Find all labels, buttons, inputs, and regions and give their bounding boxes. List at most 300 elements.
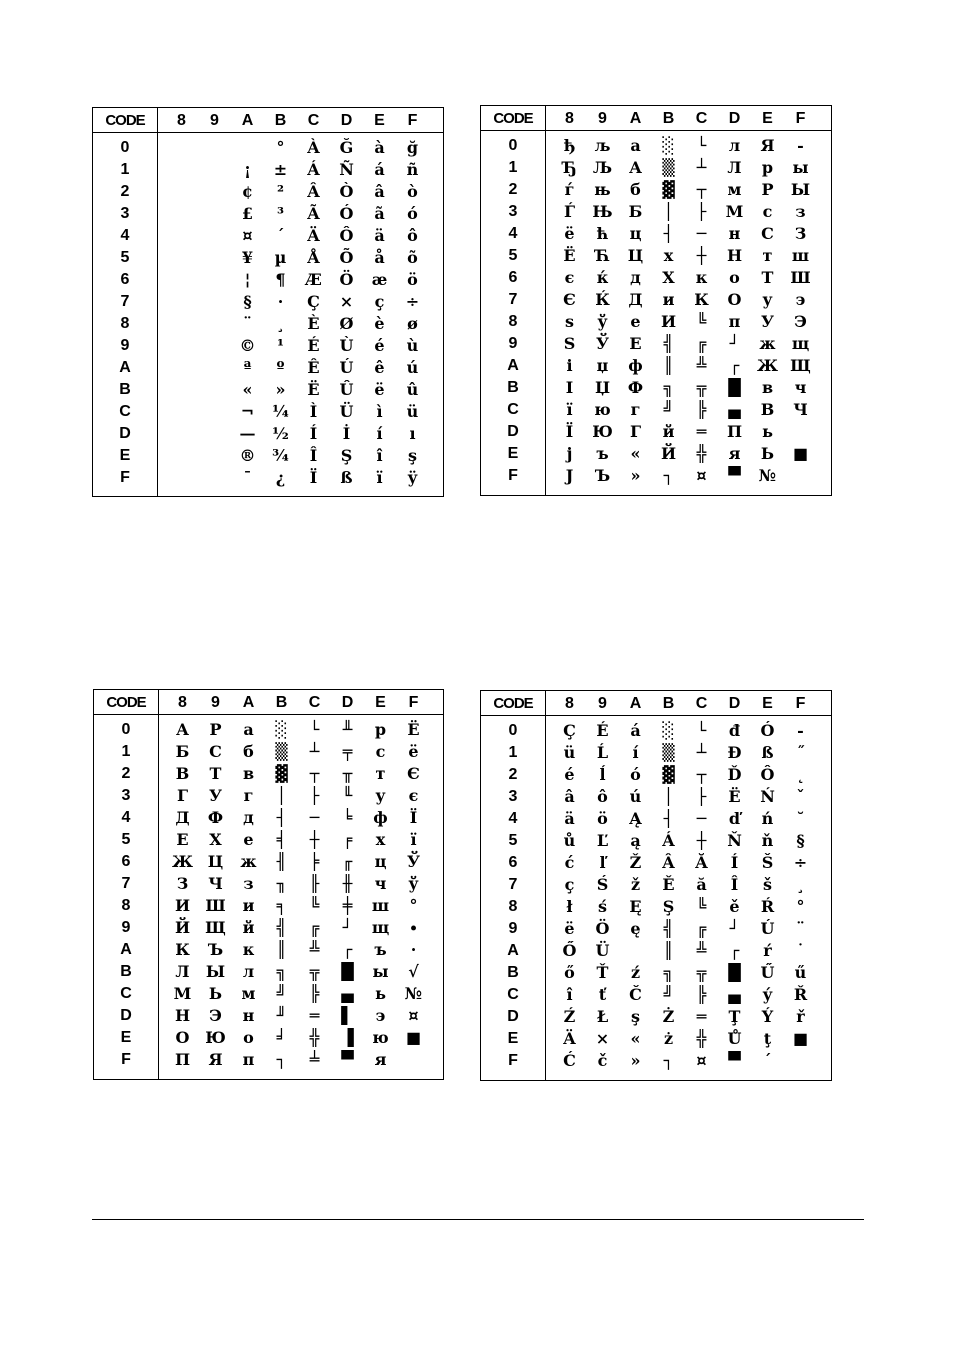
row-header: 6	[120, 271, 130, 288]
row-header: 7	[508, 876, 518, 893]
glyph-cell: э	[795, 290, 806, 309]
glyph-cell: ╬	[696, 444, 707, 463]
glyph-cell	[165, 423, 198, 445]
glyph-cell: ¢	[241, 182, 254, 201]
glyph-cell: ┘	[729, 919, 740, 938]
glyph-cell: Х	[209, 830, 222, 849]
glyph-cell: ¤	[242, 226, 253, 245]
glyph-cell: Ś	[596, 875, 609, 894]
glyph-cell: Â	[662, 853, 675, 872]
glyph-cell: ├	[309, 786, 320, 805]
glyph-cell: ö	[407, 270, 418, 289]
glyph-cell: §	[796, 831, 805, 850]
row-header: F	[121, 1051, 131, 1068]
glyph-cell: Ô	[760, 765, 775, 784]
glyph-cell: ╚	[696, 897, 707, 916]
glyph-cell: ╦	[696, 378, 707, 397]
glyph-cell: Э	[794, 312, 807, 331]
glyph-cell: ·	[277, 292, 284, 311]
glyph-cell: ж	[240, 852, 257, 871]
row-header: 5	[508, 247, 518, 264]
glyph-cell: ╛	[276, 1028, 287, 1047]
row-header: F	[508, 1052, 518, 1069]
glyph-cell: Ї	[565, 422, 574, 441]
column-header: D	[340, 112, 353, 129]
glyph-cell: ║	[663, 356, 674, 375]
glyph-cell	[784, 465, 817, 487]
row-header: 2	[508, 181, 518, 198]
column-divider	[545, 691, 546, 1080]
glyph-cell: ж	[759, 334, 776, 353]
column-header: 9	[211, 694, 220, 711]
glyph-cell: │	[663, 202, 674, 221]
glyph-cell: њ	[594, 180, 611, 199]
glyph-cell: ▒	[662, 158, 675, 177]
charset-table-cyrillic-russian	[93, 689, 444, 1080]
glyph-cell	[784, 1050, 817, 1072]
glyph-cell	[165, 291, 198, 313]
glyph-cell: Ѓ	[563, 202, 576, 221]
glyph-cell: ä	[374, 226, 385, 245]
glyph-cell: ■	[792, 1029, 809, 1048]
glyph-cell: ì	[376, 402, 383, 421]
glyph-cell: ╥	[342, 764, 353, 783]
glyph-cell: ř	[796, 1007, 805, 1026]
glyph-cell: │	[276, 786, 287, 805]
row-header: 6	[508, 854, 518, 871]
row-header: D	[119, 425, 131, 442]
glyph-cell: ®	[239, 446, 256, 465]
glyph-cell: ø	[407, 314, 418, 333]
column-header: A	[629, 110, 642, 127]
row-header: D	[120, 1007, 132, 1024]
glyph-cell: б	[243, 742, 254, 761]
glyph-cell: Ź	[563, 1007, 576, 1026]
glyph-cell: Ø	[339, 314, 354, 333]
glyph-cell: È	[307, 314, 320, 333]
glyph-cell: Ú	[339, 358, 354, 377]
glyph-cell: ˙	[796, 941, 805, 960]
glyph-cell: і	[566, 356, 573, 375]
glyph-cell: └	[696, 136, 707, 155]
glyph-cell: ű	[794, 963, 807, 982]
glyph-cell: ˛	[796, 765, 805, 784]
glyph-cell: Á	[307, 160, 320, 179]
glyph-cell: Г	[176, 786, 189, 805]
row-header: C	[119, 403, 131, 420]
glyph-cell: ş	[407, 446, 417, 465]
column-header: 8	[178, 694, 187, 711]
glyph-cell: д	[243, 808, 254, 827]
row-header: D	[507, 423, 519, 440]
glyph-cell: ы	[792, 158, 809, 177]
row-header: 9	[508, 920, 518, 937]
glyph-cell: ž	[630, 875, 641, 894]
glyph-cell: ▒	[662, 743, 675, 762]
row-header: 1	[120, 161, 130, 178]
glyph-cell: ▓	[662, 180, 675, 199]
glyph-cell: ╝	[663, 400, 674, 419]
glyph-cell: └	[309, 720, 320, 739]
glyph-cell: ║	[663, 941, 674, 960]
glyph-cell: Ň	[727, 831, 742, 850]
glyph-cell: Ŕ	[760, 897, 775, 916]
glyph-cell: ю	[372, 1028, 389, 1047]
glyph-cell: №	[404, 984, 423, 1003]
glyph-cell	[165, 247, 198, 269]
glyph-cell: ц	[629, 224, 642, 243]
glyph-cell: Щ	[790, 356, 811, 375]
glyph-cell: ═	[696, 1007, 707, 1026]
glyph-cell: ú	[629, 787, 642, 806]
glyph-cell: ю	[594, 400, 611, 419]
column-header: F	[795, 110, 806, 127]
glyph-cell: и	[242, 896, 255, 915]
glyph-cell: Н	[174, 1006, 191, 1025]
row-header: 8	[120, 315, 130, 332]
row-header: 1	[508, 744, 518, 761]
glyph-cell: З	[794, 224, 807, 243]
row-header: E	[119, 447, 131, 464]
glyph-cell: с	[762, 202, 773, 221]
row-header: C	[507, 986, 519, 1003]
code-header: CODE	[493, 695, 533, 712]
glyph-cell: м	[727, 180, 742, 199]
glyph-cell: ł	[566, 897, 573, 916]
glyph-cell: Ь	[208, 984, 223, 1003]
glyph-cell: Ţ	[728, 1007, 741, 1026]
glyph-cell: Ќ	[595, 290, 610, 309]
glyph-cell: к	[695, 268, 708, 287]
glyph-cell	[165, 203, 198, 225]
glyph-cell: »	[630, 1051, 641, 1070]
glyph-cell: ў	[408, 874, 419, 893]
glyph-cell: л	[242, 962, 255, 981]
row-header: B	[119, 381, 131, 398]
glyph-cell: Ё	[563, 246, 576, 265]
glyph-cell: ъ	[374, 940, 387, 959]
glyph-cell: Ç	[563, 721, 576, 740]
glyph-cell: Ą	[629, 809, 642, 828]
glyph-cell: ľ	[599, 853, 606, 872]
row-header: 1	[508, 159, 518, 176]
glyph-cell: ┌	[342, 940, 353, 959]
column-header: 8	[565, 695, 574, 712]
glyph-cell: ˇ	[796, 787, 805, 806]
glyph-cell	[165, 401, 198, 423]
glyph-cell: В	[175, 764, 190, 783]
column-header: F	[407, 112, 418, 129]
glyph-cell: ┌	[729, 941, 740, 960]
glyph-cell	[165, 181, 198, 203]
glyph-cell: ▐	[341, 1028, 354, 1047]
glyph-cell: │	[663, 787, 674, 806]
glyph-cell: ţ	[763, 1029, 772, 1048]
row-header: 2	[120, 183, 130, 200]
glyph-cell: Ц	[207, 852, 224, 871]
glyph-cell: ¯	[243, 468, 252, 487]
glyph-cell: Ď	[727, 765, 742, 784]
glyph-cell: Е	[629, 334, 642, 353]
glyph-cell: є	[408, 786, 419, 805]
glyph-cell: ј	[566, 444, 573, 463]
glyph-cell: Ñ	[339, 160, 354, 179]
glyph-cell: Э	[209, 1006, 222, 1025]
glyph-cell: Р	[209, 720, 222, 739]
glyph-cell: Ф	[207, 808, 224, 827]
glyph-cell: É	[307, 336, 320, 355]
glyph-cell: Ì	[309, 402, 318, 421]
row-header: 7	[508, 291, 518, 308]
glyph-cell: ╬	[696, 1029, 707, 1048]
column-header: 9	[598, 695, 607, 712]
glyph-cell: ь	[762, 422, 773, 441]
glyph-cell: Ó	[760, 721, 775, 740]
glyph-cell: ї	[566, 400, 573, 419]
glyph-cell: ▀	[728, 1051, 741, 1070]
glyph-cell	[198, 159, 231, 181]
glyph-cell: Ö	[595, 919, 610, 938]
column-header: A	[241, 112, 254, 129]
glyph-cell: Д	[175, 808, 190, 827]
glyph-cell: ╟	[309, 874, 320, 893]
glyph-cell: Í	[309, 424, 318, 443]
glyph-cell: Ў	[407, 852, 420, 871]
row-header: 4	[508, 810, 518, 827]
glyph-cell: ┴	[696, 158, 707, 177]
glyph-cell: µ	[274, 248, 287, 267]
glyph-cell: ▄	[728, 400, 741, 419]
row-header: F	[120, 469, 130, 486]
glyph-cell: ď	[728, 809, 741, 828]
glyph-cell: Ó	[339, 204, 354, 223]
column-header: A	[629, 695, 642, 712]
glyph-cell: á	[374, 160, 385, 179]
glyph-cell: ч	[374, 874, 387, 893]
glyph-cell: Ú	[760, 919, 775, 938]
glyph-cell: ╗	[663, 963, 674, 982]
glyph-cell: Я	[208, 1050, 223, 1069]
glyph-cell: ш	[791, 246, 810, 265]
glyph-cell: Ѕ	[563, 334, 576, 353]
glyph-cell: х	[375, 830, 386, 849]
glyph-cell: л	[728, 136, 741, 155]
glyph-cell: █	[728, 963, 741, 982]
glyph-cell: І	[565, 378, 574, 397]
glyph-cell: ■	[792, 444, 809, 463]
row-header: 2	[508, 766, 518, 783]
row-header: 3	[121, 787, 131, 804]
glyph-cell: ò	[407, 182, 418, 201]
glyph-cell: Ê	[307, 358, 320, 377]
glyph-cell: ¾	[272, 446, 289, 465]
glyph-cell: є	[564, 268, 575, 287]
glyph-cell: ф	[628, 356, 643, 375]
column-header: C	[308, 694, 321, 711]
glyph-cell: ²	[276, 182, 284, 201]
glyph-cell: á	[630, 721, 641, 740]
glyph-cell: ц	[374, 852, 387, 871]
glyph-cell: М	[725, 202, 744, 221]
glyph-cell: Ч	[793, 400, 808, 419]
glyph-cell: ö	[597, 809, 608, 828]
glyph-cell: â	[374, 182, 385, 201]
glyph-cell: ▀	[341, 1050, 354, 1069]
glyph-cell: ś	[597, 897, 607, 916]
glyph-cell	[165, 137, 198, 159]
glyph-cell	[198, 137, 231, 159]
glyph-cell: з	[795, 202, 806, 221]
glyph-cell: љ	[594, 136, 611, 155]
glyph-cell: ╩	[696, 356, 707, 375]
glyph-cell: ç	[564, 875, 575, 894]
glyph-cell: Ż	[662, 1007, 675, 1026]
row-header: 5	[120, 249, 130, 266]
glyph-cell: ╔	[696, 334, 707, 353]
glyph-cell: ·	[410, 940, 417, 959]
glyph-cell: ░	[275, 720, 288, 739]
glyph-cell: ą	[630, 831, 641, 850]
glyph-cell: т	[375, 764, 386, 783]
glyph-cell: Ў	[596, 334, 609, 353]
glyph-cell: џ	[596, 356, 609, 375]
glyph-cell: Ф	[627, 378, 644, 397]
glyph-cell: ▄	[728, 985, 741, 1004]
glyph-cell: ў	[597, 312, 608, 331]
glyph-cell: Щ	[205, 918, 226, 937]
glyph-cell: ░	[662, 136, 675, 155]
glyph-cell: №	[758, 466, 777, 485]
glyph-cell: а	[243, 720, 254, 739]
column-header: F	[408, 694, 419, 711]
glyph-cell	[198, 467, 231, 489]
glyph-cell	[165, 467, 198, 489]
glyph-cell	[198, 313, 231, 335]
glyph-cell: ь	[375, 984, 386, 1003]
glyph-cell: ї	[410, 830, 417, 849]
glyph-cell: ф	[373, 808, 388, 827]
row-header: 0	[508, 722, 518, 739]
glyph-cell: Ő	[562, 941, 577, 960]
glyph-cell: С	[761, 224, 774, 243]
row-header: A	[507, 942, 519, 959]
glyph-cell: ¼	[272, 402, 289, 421]
glyph-cell: °	[796, 897, 805, 916]
glyph-cell: с	[375, 742, 386, 761]
glyph-cell: ß	[761, 743, 774, 762]
glyph-cell: ╫	[342, 874, 353, 893]
column-header: C	[695, 110, 708, 127]
charset-table-cyrillic-bulgarian	[480, 105, 832, 496]
glyph-cell: ñ	[406, 160, 419, 179]
row-header: 2	[121, 765, 131, 782]
column-divider	[157, 108, 158, 496]
row-header: 3	[508, 788, 518, 805]
charset-table-latin-2	[480, 690, 832, 1081]
glyph-cell: Ч	[208, 874, 223, 893]
glyph-cell: Ř	[793, 985, 808, 1004]
glyph-cell: ě	[729, 897, 740, 916]
glyph-cell	[198, 225, 231, 247]
glyph-cell: Ę	[629, 897, 642, 916]
glyph-cell: П	[174, 1050, 191, 1069]
glyph-cell: ╠	[696, 985, 707, 1004]
glyph-cell: ï	[376, 468, 383, 487]
glyph-cell: ã	[374, 204, 385, 223]
footer-rule	[92, 1219, 864, 1220]
glyph-cell: «	[630, 1029, 641, 1048]
glyph-cell: ѕ	[564, 312, 574, 331]
glyph-cell: «	[242, 380, 253, 399]
row-header: E	[120, 1029, 132, 1046]
glyph-cell: ╞	[309, 852, 320, 871]
glyph-cell: Ш	[790, 268, 811, 287]
glyph-cell: ╣	[663, 919, 674, 938]
glyph-cell: ┘	[342, 918, 353, 937]
glyph-cell: ╠	[696, 400, 707, 419]
glyph-cell: ę	[630, 919, 641, 938]
glyph-cell: я	[728, 444, 741, 463]
glyph-cell	[165, 445, 198, 467]
glyph-cell: √	[408, 962, 419, 981]
glyph-cell: ú	[406, 358, 419, 377]
glyph-cell: ┬	[696, 765, 707, 784]
glyph-cell: Њ	[592, 202, 613, 221]
column-divider	[545, 106, 546, 495]
glyph-cell: й	[242, 918, 255, 937]
glyph-cell: æ	[371, 270, 388, 289]
glyph-cell: А	[175, 720, 190, 739]
glyph-cell: └	[696, 721, 707, 740]
glyph-cell: ё	[564, 224, 575, 243]
glyph-cell: ¨	[243, 314, 252, 333]
glyph-cell: Ђ	[562, 158, 577, 177]
glyph-cell: ┌	[729, 356, 740, 375]
glyph-cell: đ	[728, 721, 741, 740]
glyph-cell: ó	[630, 765, 641, 784]
glyph-cell: ©	[239, 336, 256, 355]
glyph-cell: п	[728, 312, 741, 331]
glyph-cell: ˘	[796, 809, 805, 828]
column-header: B	[275, 694, 288, 711]
glyph-cell: Й	[174, 918, 191, 937]
glyph-cell: °	[276, 138, 285, 157]
glyph-cell: Д	[628, 290, 643, 309]
glyph-cell: Č	[629, 985, 642, 1004]
glyph-cell: ▒	[275, 742, 288, 761]
glyph-cell: İ	[342, 424, 351, 443]
glyph-cell: ¬	[240, 402, 255, 421]
glyph-cell: ╖	[276, 874, 287, 893]
glyph-cell: û	[406, 380, 419, 399]
glyph-cell: í	[632, 743, 639, 762]
glyph-cell: ┼	[696, 246, 707, 265]
glyph-cell: щ	[371, 918, 390, 937]
row-header: A	[119, 359, 131, 376]
glyph-cell	[165, 379, 198, 401]
row-header: F	[508, 467, 518, 484]
glyph-cell	[165, 357, 198, 379]
glyph-cell: ╩	[309, 940, 320, 959]
glyph-cell: â	[564, 787, 575, 806]
glyph-cell: Ъ	[594, 466, 611, 485]
glyph-cell: ő	[564, 963, 575, 982]
glyph-cell: ×	[339, 292, 354, 311]
glyph-cell: ¤	[408, 1006, 419, 1025]
column-header: A	[242, 694, 255, 711]
glyph-cell: ╣	[663, 334, 674, 353]
column-header: 9	[598, 110, 607, 127]
